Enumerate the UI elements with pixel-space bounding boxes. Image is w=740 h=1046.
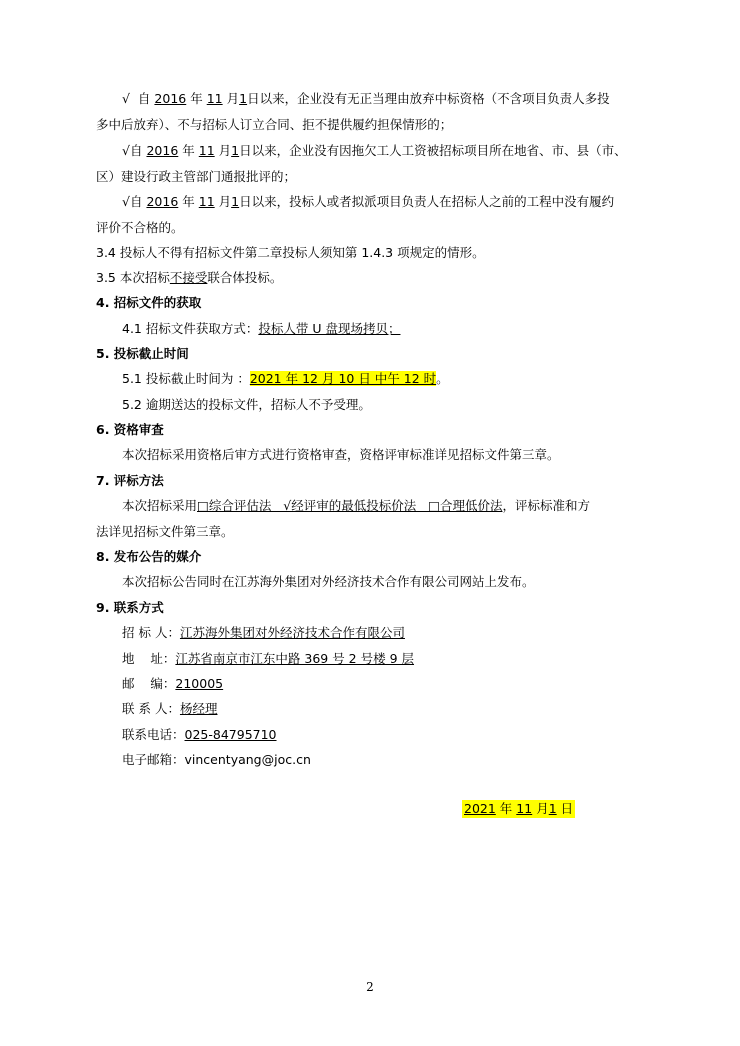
- text: 联合体投标。: [207, 270, 283, 285]
- contact-row: [122, 675, 223, 693]
- text: 月: [226, 91, 240, 106]
- section-4-line: [122, 320, 400, 338]
- contact-value: 江苏海外集团对外经济技术合作有限公司: [179, 625, 405, 640]
- contact-label: 电子邮箱：: [122, 752, 185, 767]
- clause-3-cont: 评价不合格的。: [96, 220, 184, 235]
- text: 月: [218, 143, 232, 158]
- text: 日以来，投标人或者拟派项目负责人在招标人之前的工程中没有履约: [239, 194, 615, 209]
- month-value: 11: [206, 91, 223, 106]
- section-7-heading: 7. 评标方法: [96, 473, 164, 488]
- section-5-line-1: [122, 370, 449, 388]
- date-year: 2021: [464, 801, 496, 816]
- section-5-line-2: 5.2 逾期送达的投标文件，招标人不予受理。: [122, 397, 371, 412]
- section-8-body: 本次招标公告同时在江苏海外集团对外经济技术合作有限公司网站上发布。: [122, 574, 535, 589]
- date-month: 11: [516, 801, 533, 816]
- text: 4.1 招标文件获取方式：: [122, 321, 259, 336]
- contact-label: 联系电话：: [122, 727, 185, 742]
- text: 本次招标采用: [122, 498, 198, 513]
- contact-label: 招 标 人：: [122, 625, 180, 640]
- clause-2: [122, 142, 627, 160]
- page-number: 2: [366, 980, 374, 994]
- text: 日: [560, 801, 574, 816]
- text: 自: [137, 91, 151, 106]
- section-7-line: [122, 497, 590, 515]
- text: 年: [182, 143, 195, 158]
- text: 年: [190, 91, 203, 106]
- section-6-body: 本次招标采用资格后审方式进行资格审查，资格评审标准详见招标文件第三章。: [122, 447, 560, 462]
- section-9-heading: 9. 联系方式: [96, 600, 164, 615]
- contact-value: 210005: [175, 676, 224, 691]
- text: 5.1 投标截止时间为 ：: [122, 371, 250, 386]
- check-mark: √: [122, 143, 130, 158]
- issue-date: [462, 800, 575, 818]
- clause-1: [122, 90, 610, 108]
- text: 月: [218, 194, 232, 209]
- contact-label: 地 址：: [122, 651, 176, 666]
- text: 日以来，企业没有因拖欠工人工资被招标项目所在地省、市、县（市、: [239, 143, 627, 158]
- contact-label: 联 系 人：: [122, 701, 180, 716]
- year-value: 2016: [154, 91, 187, 106]
- contact-row: [122, 751, 311, 769]
- clause-1-cont: 多中后放弃）、不与招标人订立合同、拒不提供履约担保情形的；: [96, 117, 453, 132]
- text: 月: [536, 801, 549, 816]
- contact-row: [122, 650, 414, 668]
- underlined-text: 投标人带 U 盘现场拷贝；: [258, 321, 401, 336]
- text: 年: [499, 801, 513, 816]
- contact-row: [122, 700, 217, 718]
- contact-row: [122, 726, 277, 744]
- underlined-text: 不接受: [169, 270, 208, 285]
- method-options: □综合评估法 √经评审的最低投标价法 □合理低价法: [197, 498, 503, 513]
- contact-value: 025-84795710: [184, 727, 277, 742]
- date-day: 1: [548, 801, 557, 816]
- text: 年: [182, 194, 195, 209]
- email-value: vincentyang@joc.cn: [184, 752, 311, 767]
- month-value: 11: [198, 143, 215, 158]
- section-8-heading: 8. 发布公告的媒介: [96, 549, 202, 564]
- contact-value: 江苏省南京市江东中路 369 号 2 号楼 9 层: [175, 651, 415, 666]
- section-7-cont: 法详见招标文件第三章。: [96, 524, 234, 539]
- section-6-heading: 6. 资格审查: [96, 422, 164, 437]
- text: 。: [436, 371, 449, 386]
- check-mark: √: [122, 91, 130, 106]
- paragraph-3-4: 3.4 投标人不得有招标文件第二章投标人须知第 1.4.3 项规定的情形。: [96, 245, 485, 260]
- deadline-highlight: 2021 年 12 月 10 日 中午 12 时: [249, 371, 437, 386]
- text: 自: [129, 143, 143, 158]
- contact-label: 邮 编：: [122, 676, 176, 691]
- day-value: 1: [231, 194, 240, 209]
- year-value: 2016: [146, 143, 179, 158]
- day-value: 1: [239, 91, 248, 106]
- clause-3: [122, 193, 614, 211]
- text: 日以来，企业没有无正当理由放弃中标资格（不含项目负责人多投: [247, 91, 610, 106]
- clause-2-cont: 区）建设行政主管部门通报批评的；: [96, 169, 297, 184]
- contact-row: [122, 624, 405, 642]
- section-4-heading: 4. 招标文件的获取: [96, 295, 202, 310]
- contact-value: 杨经理: [179, 701, 218, 716]
- section-5-heading: 5. 投标截止时间: [96, 346, 189, 361]
- text: ，评标标准和方: [502, 498, 590, 513]
- paragraph-3-5: [96, 269, 282, 287]
- day-value: 1: [231, 143, 240, 158]
- text: 3.5 本次招标: [96, 270, 170, 285]
- check-mark: √: [122, 194, 130, 209]
- text: 自: [129, 194, 143, 209]
- year-value: 2016: [146, 194, 179, 209]
- month-value: 11: [198, 194, 215, 209]
